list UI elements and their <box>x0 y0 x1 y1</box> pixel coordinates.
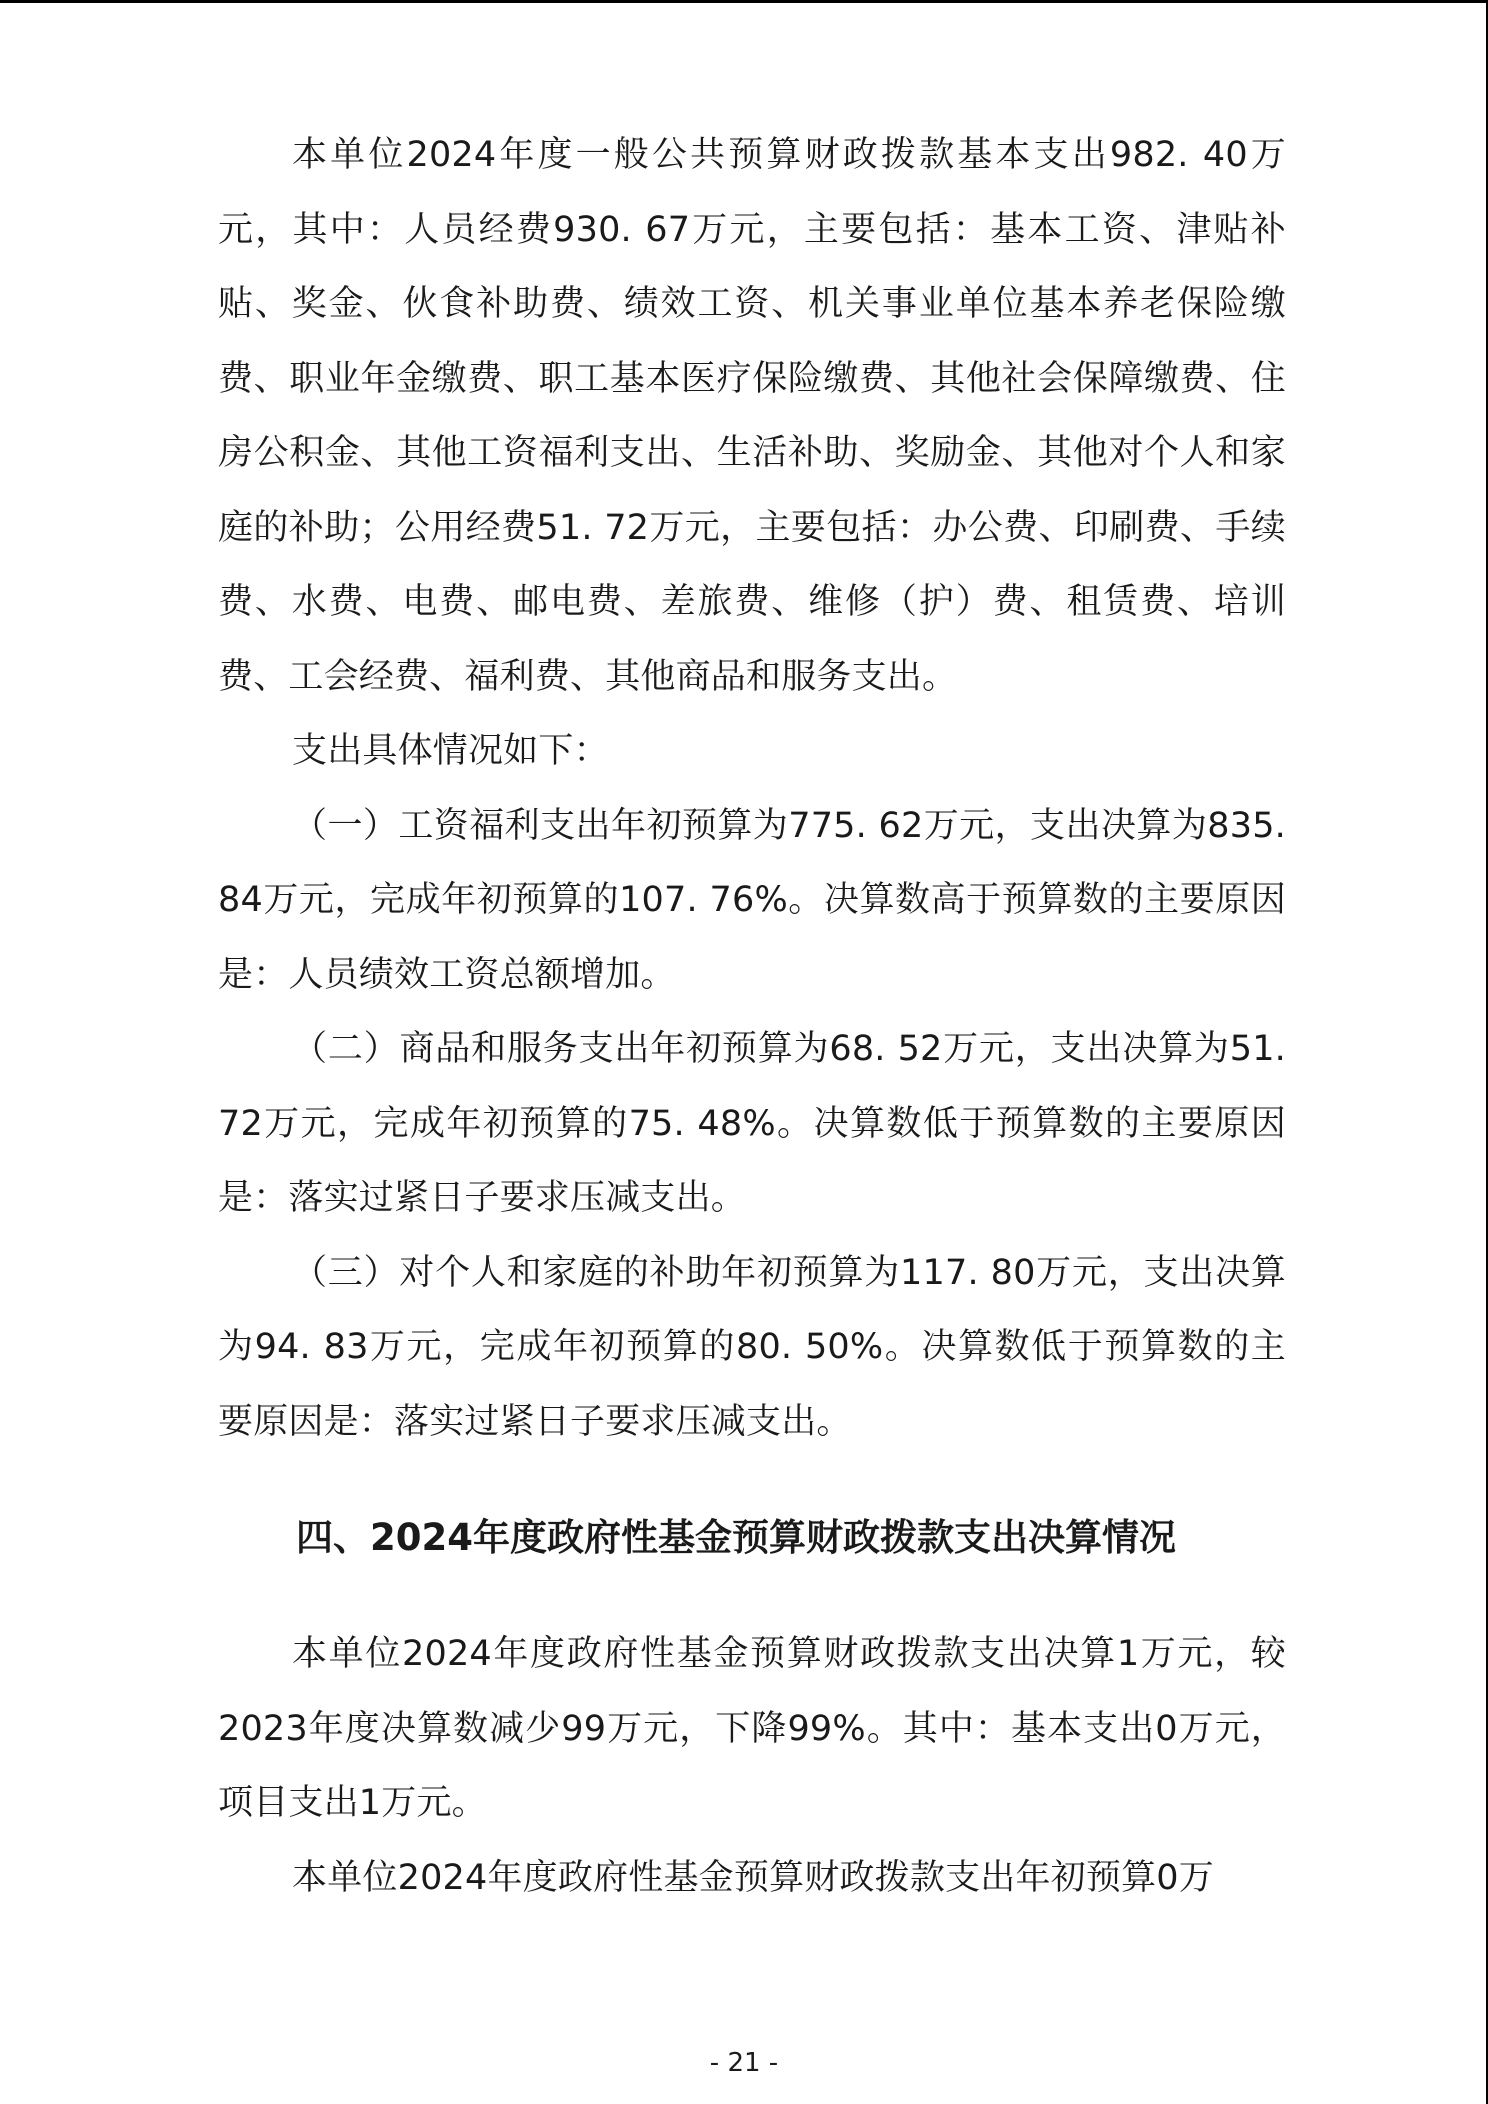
paragraph-goods-services: （二）商品和服务支出年初预算为68. 52万元，支出决算为51. 72万元，完成年初预算的75. 48%。决算数低于预算数的主要原因是：落实过紧日子要求压减支出。 <box>218 1029 1286 1218</box>
paragraph-government-fund-budget: 本单位2024年度政府性基金预算财政拨款支出年初预算0万 <box>292 1857 1214 1898</box>
section-heading-government-fund: 四、2024年度政府性基金预算财政拨款支出决算情况 <box>296 1516 1176 1559</box>
page-number: - 21 - <box>709 2048 779 2078</box>
top-border-rule <box>0 0 1488 3</box>
paragraph-basic-expenditure: 本单位2024年度一般公共预算财政拨款基本支出982. 40万元，其中：人员经费930. 67万元，主要包括：基本工资、津贴补贴、奖金、伙食补助费、绩效工资、机关事业单位基本养老保险缴费、职业年金缴费、职工基本医疗保险缴费、其他社会保障缴费、住房公积金、其他工资福利支出、生活补助、奖励金、其他对个人和家庭的补助；公用经费51. 72万元，主要包括：办公费、印刷费、手续费、水费、电费、邮电费、差旅费、维修（护）费、租赁费、培训费、工会经费、福利费、其他商品和服务支出。 <box>218 135 1286 697</box>
paragraph-salary-welfare: （一）工资福利支出年初预算为775. 62万元，支出决算为835. 84万元，完成年初预算的107. 76%。决算数高于预算数的主要原因是：人员绩效工资总额增加。 <box>218 805 1286 995</box>
paragraph-government-fund-total: 本单位2024年度政府性基金预算财政拨款支出决算1万元，较2023年度决算数减少99万元，下降99%。其中：基本支出0万元，项目支出1万元。 <box>218 1634 1286 1823</box>
document-body <box>218 118 1286 1915</box>
paragraph-household-subsidy: （三）对个人和家庭的补助年初预算为117. 80万元，支出决算为94. 83万元，完成年初预算的80. 50%。决算数低于预算数的主要原因是：落实过紧日子要求压减支出。 <box>218 1252 1286 1442</box>
paragraph-expenditure-details-intro: 支出具体情况如下： <box>292 731 609 771</box>
